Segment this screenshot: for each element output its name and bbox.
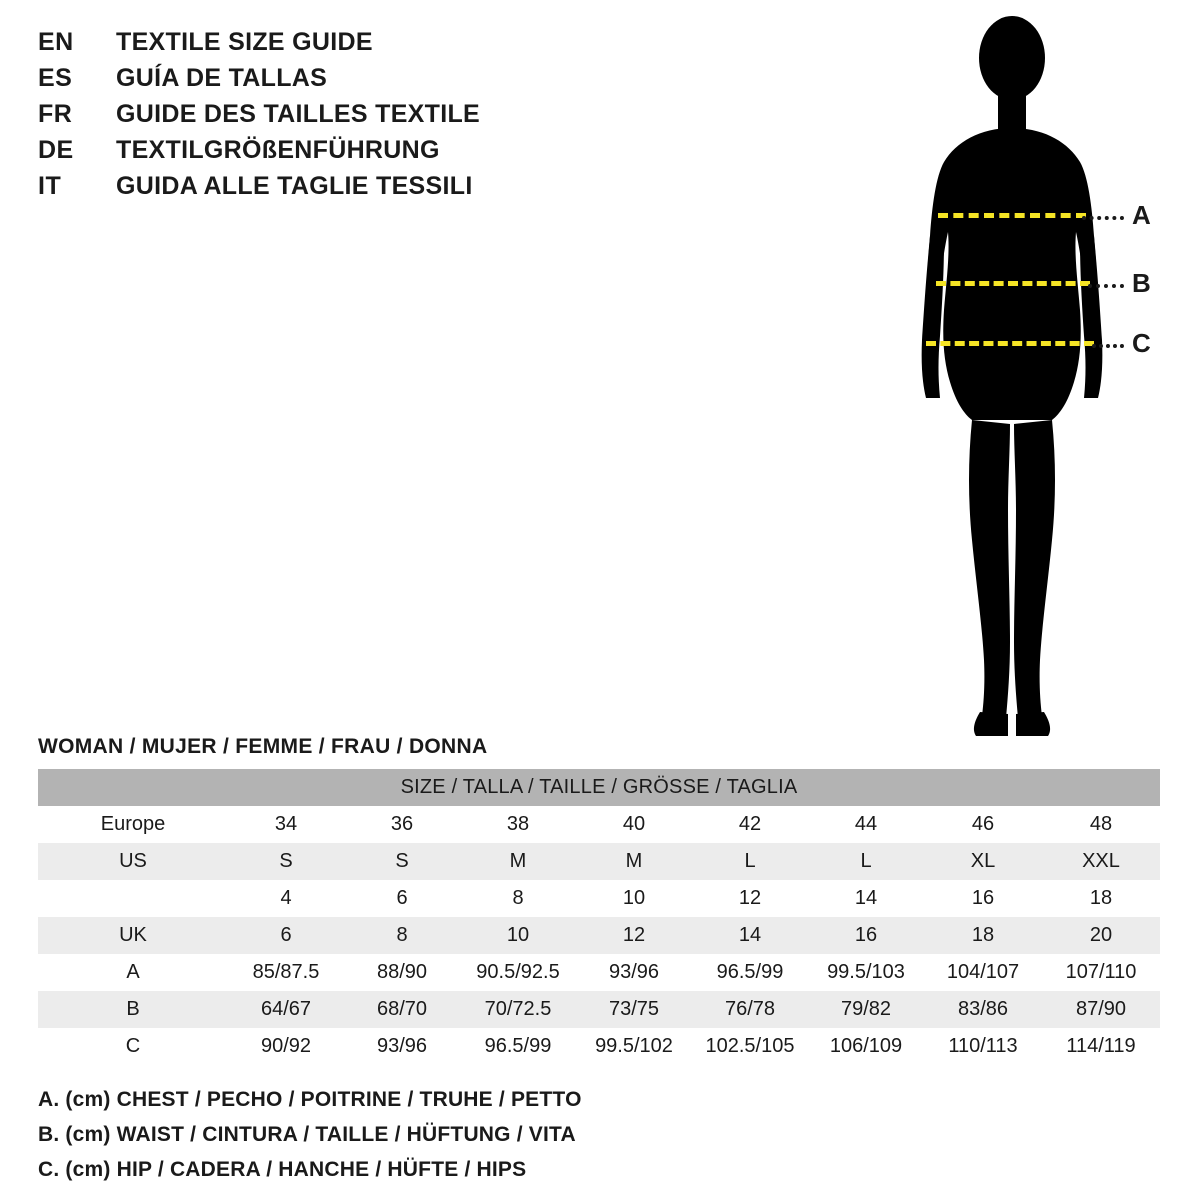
table-cell: XL — [924, 843, 1042, 880]
table-cell: 93/96 — [576, 954, 692, 991]
footnote-hip: C. (cm) HIP / CADERA / HANCHE / HÜFTE / HIPS — [38, 1158, 527, 1181]
table-cell: 73/75 — [576, 991, 692, 1028]
language-row-fr — [38, 100, 858, 136]
chest-leader-line — [1082, 216, 1124, 220]
table-cell: 76/78 — [692, 991, 808, 1028]
table-cell: 40 — [576, 806, 692, 843]
table-cell: 18 — [924, 917, 1042, 954]
table-cell: 90.5/92.5 — [460, 954, 576, 991]
table-cell: 14 — [692, 917, 808, 954]
table-cell: 64/67 — [228, 991, 344, 1028]
table-cell: 36 — [344, 806, 460, 843]
table-cell: 42 — [692, 806, 808, 843]
table-cell: 8 — [460, 880, 576, 917]
table-cell: 14 — [808, 880, 924, 917]
table-cell: M — [460, 843, 576, 880]
body-figure-area — [860, 10, 1190, 750]
language-row-en — [38, 28, 858, 64]
table-cell: 96.5/99 — [692, 954, 808, 991]
table-cell: 44 — [808, 806, 924, 843]
table-cell: 34 — [228, 806, 344, 843]
footnotes-block — [38, 1088, 938, 1193]
table-cell: 90/92 — [228, 1028, 344, 1065]
language-title: TEXTILE SIZE GUIDE — [116, 28, 373, 56]
table-cell: 85/87.5 — [228, 954, 344, 991]
language-title-block — [38, 28, 858, 208]
language-code: EN — [38, 28, 74, 56]
table-cell: 99.5/103 — [808, 954, 924, 991]
table-cell: 10 — [460, 917, 576, 954]
table-cell: 16 — [808, 917, 924, 954]
table-cell: 99.5/102 — [576, 1028, 692, 1065]
row-label: C — [38, 1028, 228, 1065]
table-cell: XXL — [1042, 843, 1160, 880]
table-cell: 18 — [1042, 880, 1160, 917]
table-cell: 114/119 — [1042, 1028, 1160, 1065]
row-label: A — [38, 954, 228, 991]
table-cell: 4 — [228, 880, 344, 917]
table-cell: 104/107 — [924, 954, 1042, 991]
language-row-it — [38, 172, 858, 208]
language-title: GUIDE DES TAILLES TEXTILE — [116, 100, 481, 128]
row-label: US — [38, 843, 228, 880]
language-code: DE — [38, 136, 74, 164]
language-code: IT — [38, 172, 62, 200]
table-cell: 88/90 — [344, 954, 460, 991]
table-cell: 16 — [924, 880, 1042, 917]
row-label: Europe — [38, 806, 228, 843]
size-table — [38, 769, 1160, 1065]
table-cell: 20 — [1042, 917, 1160, 954]
table-cell: S — [228, 843, 344, 880]
table-cell: 102.5/105 — [692, 1028, 808, 1065]
female-body-silhouette-icon — [860, 10, 1190, 750]
footnote-chest: A. (cm) CHEST / PECHO / POITRINE / TRUHE / PETTO — [38, 1088, 582, 1111]
table-cell: 70/72.5 — [460, 991, 576, 1028]
table-row — [38, 917, 1160, 954]
table-cell: 10 — [576, 880, 692, 917]
table-cell: S — [344, 843, 460, 880]
language-title: GUIDA ALLE TAGLIE TESSILI — [116, 172, 473, 200]
table-row — [38, 954, 1160, 991]
table-cell: 93/96 — [344, 1028, 460, 1065]
table-cell: L — [692, 843, 808, 880]
table-cell: 79/82 — [808, 991, 924, 1028]
table-row — [38, 991, 1160, 1028]
table-cell: 110/113 — [924, 1028, 1042, 1065]
table-row — [38, 806, 1160, 843]
row-label: B — [38, 991, 228, 1028]
language-row-de — [38, 136, 858, 172]
footnote-waist: B. (cm) WAIST / CINTURA / TAILLE / HÜFTUNG / VITA — [38, 1123, 576, 1146]
table-header-row — [38, 769, 1160, 806]
table-cell: 12 — [692, 880, 808, 917]
table-row — [38, 1028, 1160, 1065]
language-code: ES — [38, 64, 73, 92]
waist-measure-line — [936, 281, 1090, 286]
chest-measure-line — [938, 213, 1086, 218]
size-table-section — [38, 735, 1160, 1065]
measurement-label-c: C — [1132, 328, 1151, 358]
waist-leader-line — [1088, 284, 1124, 288]
language-code: FR — [38, 100, 73, 128]
table-cell: 38 — [460, 806, 576, 843]
table-row — [38, 843, 1160, 880]
measurement-label-b: B — [1132, 268, 1151, 298]
table-cell: L — [808, 843, 924, 880]
table-cell: 87/90 — [1042, 991, 1160, 1028]
language-title: GUÍA DE TALLAS — [116, 64, 328, 92]
table-cell: M — [576, 843, 692, 880]
language-title: TEXTILGRÖßENFÜHRUNG — [116, 136, 440, 164]
hip-leader-line — [1092, 344, 1124, 348]
row-label — [38, 880, 228, 917]
table-header-label: SIZE / TALLA / TAILLE / GRÖSSE / TAGLIA — [38, 769, 1160, 806]
table-row — [38, 880, 1160, 917]
table-cell: 8 — [344, 917, 460, 954]
table-cell: 12 — [576, 917, 692, 954]
table-cell: 96.5/99 — [460, 1028, 576, 1065]
table-cell: 68/70 — [344, 991, 460, 1028]
table-cell: 83/86 — [924, 991, 1042, 1028]
language-row-es — [38, 64, 858, 100]
table-cell: 6 — [228, 917, 344, 954]
table-caption: WOMAN / MUJER / FEMME / FRAU / DONNA — [38, 735, 488, 758]
table-cell: 48 — [1042, 806, 1160, 843]
table-cell: 106/109 — [808, 1028, 924, 1065]
table-cell: 46 — [924, 806, 1042, 843]
measurement-label-a: A — [1132, 200, 1151, 230]
hip-measure-line — [926, 341, 1094, 346]
row-label: UK — [38, 917, 228, 954]
table-cell: 6 — [344, 880, 460, 917]
table-cell: 107/110 — [1042, 954, 1160, 991]
